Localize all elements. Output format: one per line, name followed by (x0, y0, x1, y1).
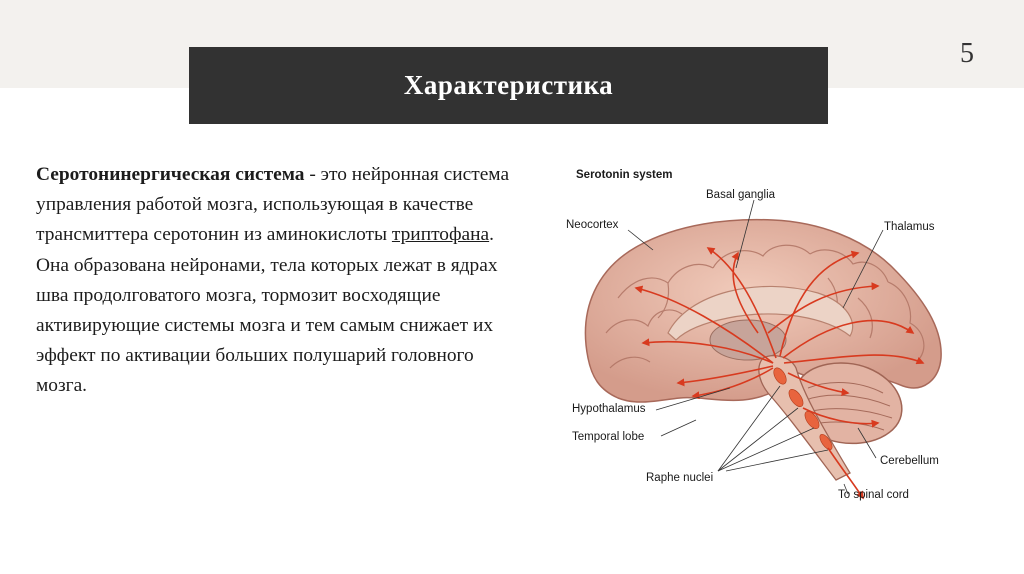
definition-part-2: . Она образована нейронами, тела которых лежат в ядрах шва продолговатого мозга, тормозит восходящие активирующие системы мозга и тем самым снижает их эффект по активации больших полушарий головного мозга. (36, 224, 498, 397)
label-raphe-nuclei: Raphe nuclei (646, 472, 714, 484)
brain-diagram (558, 158, 978, 508)
figure-title: Serotonin system (576, 169, 673, 181)
serotonin-system-figure (558, 158, 978, 508)
tryptophan-link[interactable]: триптофана (391, 224, 490, 246)
label-temporal-lobe: Temporal lobe (572, 431, 645, 443)
body-text (36, 160, 526, 402)
definition-paragraph (36, 160, 526, 402)
label-to-spinal-cord: To spinal cord (838, 489, 909, 501)
term-serotonergic-system: Серотонинергическая система (36, 164, 305, 185)
label-basal-ganglia: Basal ganglia (706, 189, 776, 201)
label-neocortex: Neocortex (566, 219, 619, 231)
definition-part-1: - это нейронная система управления работой мозга, использующая в качестве трансмиттера серотонин из аминокислоты (36, 164, 510, 246)
title-bar (189, 47, 828, 124)
slide-number: 5 (960, 38, 974, 69)
label-hypothalamus: Hypothalamus (572, 403, 646, 415)
label-thalamus: Thalamus (884, 221, 935, 233)
slide-title: Характеристика (403, 70, 614, 100)
label-cerebellum: Cerebellum (880, 455, 939, 467)
